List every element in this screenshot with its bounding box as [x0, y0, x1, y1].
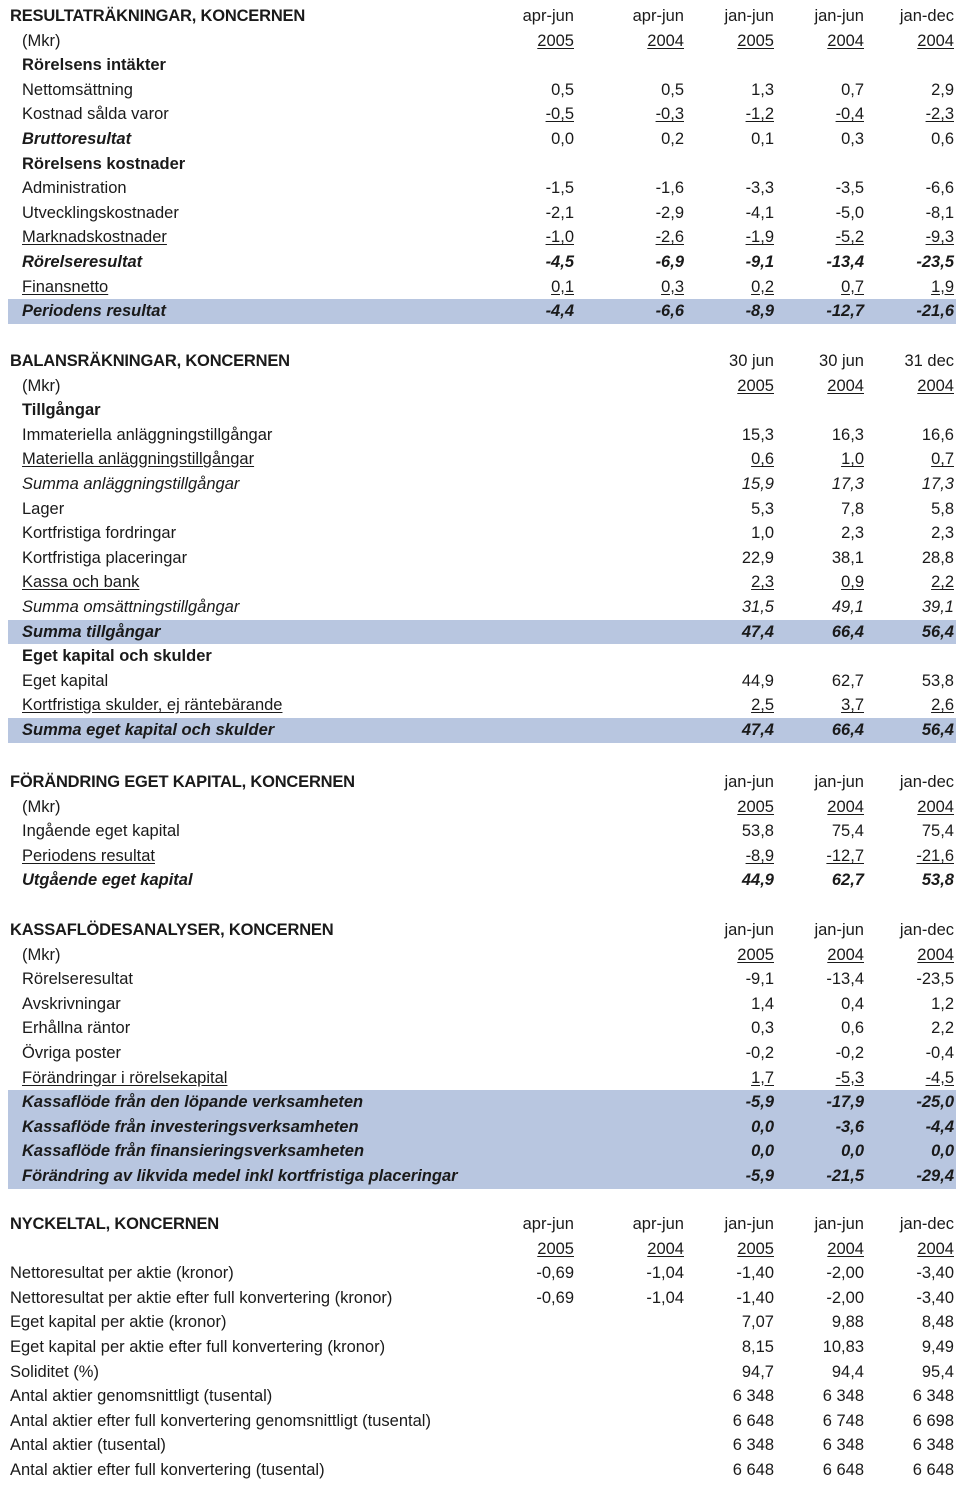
- row-label: Eget kapital och skulder: [22, 647, 212, 666]
- cell-value: 1,9: [931, 277, 954, 296]
- cell-value: -8,9: [745, 302, 774, 321]
- column-period-header: jan-dec: [899, 921, 954, 939]
- row-label: Nettoresultat per aktie (kronor): [10, 1264, 234, 1283]
- cell-value: 2005: [737, 797, 774, 816]
- column-period-header: jan-jun: [814, 1215, 864, 1233]
- cell-value: 2,6: [931, 696, 954, 715]
- cell-value: 94,7: [741, 1362, 774, 1381]
- cell-value: -29,4: [916, 1167, 954, 1185]
- cell-value: 2005: [737, 945, 774, 964]
- cell-value: 2,3: [751, 573, 774, 592]
- column-period-header: jan-jun: [814, 7, 864, 25]
- cell-value: -3,3: [745, 179, 774, 198]
- cell-value: -0,69: [536, 1288, 574, 1307]
- table-row: [8, 844, 956, 869]
- cell-value: -0,4: [925, 1044, 954, 1062]
- cell-value: -4,5: [925, 1068, 954, 1087]
- row-label: Eget kapital per aktie efter full konvertering (kronor): [10, 1338, 386, 1356]
- cell-value: 2004: [647, 1239, 684, 1258]
- cell-value: -25,0: [916, 1093, 954, 1112]
- table-row: [8, 176, 956, 201]
- cell-value: 6 698: [912, 1411, 954, 1430]
- cell-value: 2004: [917, 31, 954, 50]
- cell-value: 0,3: [751, 1019, 774, 1038]
- cell-value: 6 748: [822, 1411, 864, 1430]
- row-label: (Mkr): [22, 797, 61, 816]
- table-row: [8, 29, 956, 54]
- table-row: [8, 1433, 956, 1458]
- cell-value: 6 648: [912, 1461, 954, 1479]
- cell-value: -0,3: [655, 105, 684, 124]
- column-period-header: apr-jun: [632, 7, 684, 25]
- cell-value: 1,3: [751, 80, 774, 99]
- row-label: Eget kapital per aktie (kronor): [10, 1313, 227, 1332]
- table-row: [8, 1409, 956, 1434]
- row-label: Periodens resultat: [22, 846, 155, 865]
- cell-value: -13,4: [826, 253, 864, 271]
- cell-value: 0,0: [841, 1142, 864, 1161]
- table-row: [8, 967, 956, 992]
- table-row: [8, 992, 956, 1017]
- cell-value: 2,2: [931, 573, 954, 592]
- column-period-header: jan-jun: [814, 921, 864, 939]
- column-period-header: apr-jun: [522, 7, 574, 25]
- column-period-header: 30 jun: [819, 352, 864, 370]
- row-label: Summa omsättningstillgångar: [22, 598, 240, 616]
- cell-value: 31,5: [741, 598, 774, 616]
- cell-value: 2004: [827, 31, 864, 50]
- cell-value: 6 648: [732, 1461, 774, 1479]
- cell-value: 0,0: [751, 1117, 774, 1136]
- table-row: [8, 447, 956, 472]
- cell-value: 0,0: [751, 1142, 774, 1161]
- cell-value: -21,6: [916, 846, 954, 865]
- table-row: [8, 152, 956, 177]
- cell-value: -9,3: [925, 228, 954, 247]
- column-period-header: apr-jun: [522, 1215, 574, 1233]
- section-header: [8, 4, 956, 29]
- row-label: Kassaflöde från den löpande verksamheten: [22, 1093, 364, 1112]
- section-title: KASSAFLÖDESANALYSER, KONCERNEN: [10, 921, 334, 939]
- cell-value: 0,5: [551, 80, 574, 99]
- table-row: [8, 570, 956, 595]
- cell-value: 2,3: [841, 524, 864, 543]
- row-label: Kortfristiga skulder, ej räntebärande: [22, 696, 283, 715]
- table-row: [8, 1310, 956, 1335]
- cell-value: 16,3: [831, 425, 864, 444]
- cell-value: 56,4: [921, 622, 954, 641]
- column-period-header: jan-dec: [899, 773, 954, 791]
- cell-value: -4,5: [545, 253, 574, 271]
- cell-value: -21,5: [826, 1167, 864, 1185]
- cell-value: 2005: [537, 1239, 574, 1258]
- table-row: [8, 943, 956, 968]
- table-row: [8, 1384, 956, 1409]
- cell-value: 0,5: [661, 80, 684, 99]
- row-label: Administration: [22, 179, 127, 198]
- cell-value: 9,49: [921, 1338, 954, 1356]
- summary-row: [8, 299, 956, 324]
- cell-value: 0,1: [751, 130, 774, 148]
- column-period-header: jan-jun: [724, 921, 774, 939]
- cell-value: -17,9: [826, 1093, 864, 1112]
- cell-value: -3,40: [916, 1288, 954, 1307]
- table-row: [8, 1041, 956, 1066]
- cell-value: 2,5: [751, 696, 774, 715]
- cell-value: -4,4: [925, 1117, 954, 1136]
- cell-value: 1,0: [841, 450, 864, 469]
- cell-value: -1,40: [736, 1264, 774, 1283]
- row-label: Rörelsens kostnader: [22, 154, 186, 173]
- row-label: Materiella anläggningstillgångar: [22, 450, 255, 469]
- summary-row: [8, 1164, 956, 1189]
- cell-value: 0,7: [841, 277, 864, 296]
- cell-value: 49,1: [831, 598, 864, 616]
- section-title: BALANSRÄKNINGAR, KONCERNEN: [10, 352, 290, 370]
- cell-value: -8,9: [745, 846, 774, 865]
- summary-row: [8, 718, 956, 743]
- cell-value: -13,4: [826, 970, 864, 989]
- cell-value: -12,7: [826, 302, 864, 321]
- cell-value: 3,7: [841, 696, 864, 715]
- table-row: [8, 1286, 956, 1311]
- cell-value: 0,9: [841, 573, 864, 592]
- cell-value: -1,40: [736, 1288, 774, 1307]
- cell-value: 7,8: [841, 499, 864, 518]
- row-label: Kostnad sålda varor: [22, 105, 169, 124]
- cell-value: 2005: [737, 31, 774, 50]
- section-title: FÖRÄNDRING EGET KAPITAL, KONCERNEN: [10, 773, 355, 791]
- cell-value: 17,3: [921, 475, 954, 493]
- row-label: Eget kapital: [22, 671, 109, 690]
- column-period-header: 31 dec: [904, 352, 954, 370]
- cell-value: 2,9: [931, 80, 954, 99]
- cell-value: 6 348: [912, 1436, 954, 1455]
- table-row: [8, 250, 956, 275]
- cell-value: -12,7: [826, 846, 864, 865]
- cell-value: 0,6: [841, 1019, 864, 1038]
- row-label: Summa eget kapital och skulder: [22, 721, 275, 739]
- cell-value: 0,0: [931, 1142, 954, 1161]
- cell-value: 95,4: [921, 1362, 954, 1381]
- cell-value: 0,7: [931, 450, 954, 469]
- cell-value: -5,2: [835, 228, 864, 247]
- table-row: [8, 795, 956, 820]
- cell-value: 53,8: [921, 871, 954, 890]
- cell-value: -0,2: [835, 1044, 864, 1062]
- row-label: Förändringar i rörelsekapital: [22, 1068, 228, 1087]
- cell-value: 62,7: [831, 671, 864, 690]
- table-row: [8, 1016, 956, 1041]
- cell-value: -5,3: [835, 1068, 864, 1087]
- cell-value: 0,3: [841, 130, 864, 148]
- cell-value: 39,1: [921, 598, 954, 616]
- cell-value: -3,6: [835, 1117, 864, 1136]
- cell-value: 2005: [537, 31, 574, 50]
- row-label: Antal aktier efter full konvertering genomsnittligt (tusental): [10, 1411, 431, 1430]
- cell-value: 2004: [827, 1239, 864, 1258]
- row-label: Kassaflöde från finansieringsverksamheten: [22, 1142, 365, 1161]
- cell-value: 62,7: [831, 871, 864, 890]
- cell-value: 6 348: [732, 1387, 774, 1406]
- cell-value: 0,4: [841, 994, 864, 1013]
- cell-value: -21,6: [916, 302, 954, 321]
- cell-value: 10,83: [822, 1338, 864, 1356]
- cell-value: -0,5: [545, 105, 574, 124]
- cell-value: 1,7: [751, 1068, 774, 1087]
- cell-value: 8,15: [741, 1338, 774, 1356]
- column-period-header: jan-dec: [899, 7, 954, 25]
- cell-value: 38,1: [831, 548, 864, 567]
- cell-value: 2,3: [931, 524, 954, 543]
- table-row: [8, 669, 956, 694]
- cell-value: -6,6: [655, 302, 684, 321]
- table-row: [8, 275, 956, 300]
- cell-value: 2004: [827, 797, 864, 816]
- row-label: Nettoresultat per aktie efter full konvertering (kronor): [10, 1288, 393, 1307]
- cell-value: 5,3: [751, 499, 774, 518]
- summary-row: [8, 1115, 956, 1140]
- cell-value: 16,6: [921, 425, 954, 444]
- cell-value: 2,2: [931, 1019, 954, 1038]
- cell-value: -23,5: [916, 253, 954, 271]
- cell-value: -9,1: [745, 970, 774, 989]
- cell-value: 44,9: [741, 671, 774, 690]
- table-row: [8, 127, 956, 152]
- table-row: [8, 201, 956, 226]
- cell-value: -2,3: [925, 105, 954, 124]
- column-period-header: jan-jun: [724, 773, 774, 791]
- row-label: Immateriella anläggningstillgångar: [22, 425, 273, 444]
- cell-value: 2004: [917, 1239, 954, 1258]
- cell-value: -1,9: [745, 228, 774, 247]
- row-label: Kortfristiga placeringar: [22, 548, 188, 567]
- cell-value: 6 348: [822, 1436, 864, 1455]
- cell-value: 9,88: [831, 1313, 864, 1332]
- table-row: [8, 868, 956, 893]
- cell-value: 44,9: [741, 871, 774, 890]
- cell-value: 56,4: [921, 721, 954, 739]
- cell-value: 0,3: [661, 277, 684, 296]
- cell-value: 53,8: [741, 822, 774, 841]
- cell-value: 2005: [737, 376, 774, 395]
- cell-value: -4,4: [545, 302, 574, 321]
- row-label: Kassa och bank: [22, 573, 140, 592]
- cell-value: 0,2: [661, 130, 684, 148]
- column-period-header: jan-jun: [724, 1215, 774, 1233]
- row-label: (Mkr): [22, 31, 61, 50]
- row-label: Övriga poster: [22, 1044, 122, 1062]
- section-title: RESULTATRÄKNINGAR, KONCERNEN: [10, 7, 306, 25]
- summary-row: [8, 1139, 956, 1164]
- table-row: [8, 53, 956, 78]
- row-label: Erhållna räntor: [22, 1019, 131, 1038]
- table-row: [8, 546, 956, 571]
- row-label: Ingående eget kapital: [22, 822, 180, 841]
- cell-value: 1,2: [931, 994, 954, 1013]
- cell-value: 47,4: [741, 721, 774, 739]
- cell-value: -1,5: [545, 179, 574, 198]
- cell-value: 2005: [737, 1239, 774, 1258]
- summary-row: [8, 1090, 956, 1115]
- cell-value: 5,8: [931, 499, 954, 518]
- table-row: [8, 644, 956, 669]
- row-label: Bruttoresultat: [22, 130, 132, 148]
- cell-value: 2004: [647, 31, 684, 50]
- cell-value: -0,2: [745, 1044, 774, 1062]
- row-label: Avskrivningar: [22, 994, 121, 1013]
- cell-value: 28,8: [921, 548, 954, 567]
- table-row: [8, 225, 956, 250]
- row-label: Kortfristiga fordringar: [22, 524, 177, 543]
- row-label: Summa anläggningstillgångar: [22, 475, 240, 493]
- row-label: Nettomsättning: [22, 80, 133, 99]
- cell-value: 1,4: [751, 994, 774, 1013]
- cell-value: 0,0: [551, 130, 574, 148]
- cell-value: -2,6: [655, 228, 684, 247]
- cell-value: -5,9: [745, 1093, 774, 1112]
- row-label: Kassaflöde från investeringsverksamheten: [22, 1117, 359, 1136]
- cell-value: 6 348: [822, 1387, 864, 1406]
- row-label: Soliditet (%): [10, 1362, 99, 1381]
- cell-value: 1,0: [751, 524, 774, 543]
- section-header: [8, 1212, 956, 1237]
- cell-value: -23,5: [916, 970, 954, 989]
- row-label: Finansnetto: [22, 277, 109, 296]
- cell-value: -2,00: [826, 1288, 864, 1307]
- table-row: [8, 1237, 956, 1262]
- row-label: Summa tillgångar: [22, 622, 161, 641]
- section-header: [8, 349, 956, 374]
- row-label: (Mkr): [22, 945, 61, 964]
- cell-value: -1,04: [646, 1288, 684, 1307]
- cell-value: -0,69: [536, 1264, 574, 1283]
- cell-value: -6,6: [925, 179, 954, 198]
- table-row: [8, 819, 956, 844]
- cell-value: 0,6: [751, 450, 774, 469]
- cell-value: -2,00: [826, 1264, 864, 1283]
- column-period-header: jan-dec: [899, 1215, 954, 1233]
- cell-value: -2,1: [545, 203, 574, 222]
- cell-value: 0,6: [931, 130, 954, 148]
- cell-value: 0,1: [551, 277, 574, 296]
- table-row: [8, 521, 956, 546]
- row-label: Periodens resultat: [22, 302, 166, 321]
- cell-value: 53,8: [921, 671, 954, 690]
- column-period-header: jan-jun: [814, 773, 864, 791]
- row-label: Rörelsens intäkter: [22, 56, 166, 75]
- column-period-header: apr-jun: [632, 1215, 684, 1233]
- table-row: [8, 1458, 956, 1483]
- table-row: [8, 1066, 956, 1091]
- cell-value: -3,40: [916, 1264, 954, 1283]
- row-label: Antal aktier (tusental): [10, 1436, 166, 1455]
- cell-value: -5,9: [745, 1167, 774, 1185]
- row-label: Antal aktier genomsnittligt (tusental): [10, 1387, 273, 1406]
- cell-value: 66,4: [831, 721, 864, 739]
- cell-value: 47,4: [741, 622, 774, 641]
- cell-value: 17,3: [831, 475, 864, 493]
- column-period-header: 30 jun: [729, 352, 774, 370]
- row-label: Rörelseresultat: [22, 253, 143, 271]
- cell-value: 66,4: [831, 622, 864, 641]
- cell-value: 2004: [827, 376, 864, 395]
- cell-value: -5,0: [835, 203, 864, 222]
- cell-value: -6,9: [655, 253, 684, 271]
- cell-value: 0,2: [751, 277, 774, 296]
- table-row: [8, 102, 956, 127]
- section-header: [8, 770, 956, 795]
- summary-row: [8, 620, 956, 645]
- cell-value: -4,1: [745, 203, 774, 222]
- section-header: [8, 918, 956, 943]
- cell-value: 22,9: [741, 548, 774, 567]
- cell-value: 0,7: [841, 80, 864, 99]
- cell-value: 94,4: [831, 1362, 864, 1381]
- table-row: [8, 374, 956, 399]
- cell-value: 2004: [827, 945, 864, 964]
- cell-value: 2004: [917, 945, 954, 964]
- cell-value: -1,6: [655, 179, 684, 198]
- cell-value: -1,0: [545, 228, 574, 247]
- row-label: Rörelseresultat: [22, 970, 133, 989]
- cell-value: -9,1: [745, 253, 774, 271]
- cell-value: 75,4: [921, 822, 954, 841]
- cell-value: 6 648: [822, 1461, 864, 1479]
- cell-value: 7,07: [741, 1313, 774, 1332]
- column-period-header: jan-jun: [724, 7, 774, 25]
- row-label: Utgående eget kapital: [22, 871, 193, 890]
- cell-value: -3,5: [835, 179, 864, 198]
- cell-value: 2004: [917, 376, 954, 395]
- row-label: Lager: [22, 499, 65, 518]
- row-label: Utvecklingskostnader: [22, 203, 179, 222]
- table-row: [8, 1335, 956, 1360]
- table-row: [8, 1261, 956, 1286]
- table-row: [8, 78, 956, 103]
- cell-value: -0,4: [835, 105, 864, 124]
- cell-value: 75,4: [831, 822, 864, 841]
- row-label: Förändring av likvida medel inkl kortfristiga placeringar: [22, 1167, 458, 1185]
- row-label: Antal aktier efter full konvertering (tusental): [10, 1461, 325, 1479]
- section-title: NYCKELTAL, KONCERNEN: [10, 1215, 219, 1233]
- table-row: [8, 398, 956, 423]
- cell-value: 15,9: [741, 475, 774, 493]
- table-row: [8, 497, 956, 522]
- cell-value: -1,04: [646, 1264, 684, 1283]
- cell-value: -1,2: [745, 105, 774, 124]
- cell-value: 15,3: [741, 425, 774, 444]
- cell-value: -2,9: [655, 203, 684, 222]
- cell-value: 6 648: [732, 1411, 774, 1430]
- cell-value: 6 348: [732, 1436, 774, 1455]
- row-label: Tillgångar: [22, 401, 101, 420]
- cell-value: -8,1: [925, 203, 954, 222]
- table-row: [8, 693, 956, 718]
- table-row: [8, 472, 956, 497]
- cell-value: 6 348: [912, 1387, 954, 1406]
- cell-value: 2004: [917, 797, 954, 816]
- table-row: [8, 1360, 956, 1385]
- table-row: [8, 423, 956, 448]
- row-label: Marknadskostnader: [22, 228, 167, 247]
- row-label: (Mkr): [22, 376, 61, 395]
- cell-value: 8,48: [921, 1313, 954, 1332]
- table-row: [8, 595, 956, 620]
